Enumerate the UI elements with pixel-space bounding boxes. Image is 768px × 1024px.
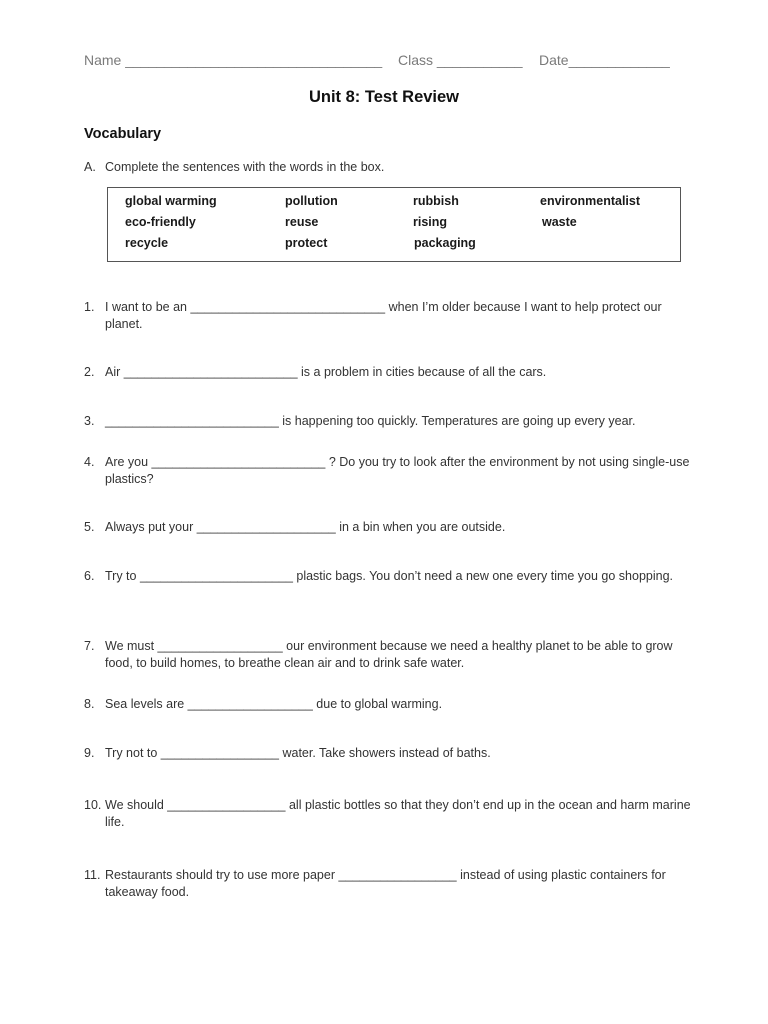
question-item	[84, 454, 694, 488]
word-bank-item: protect	[285, 236, 328, 250]
question-text[interactable]: _________________________ is happening too quickly. Temperatures are going up every year.	[105, 414, 636, 428]
question-number: 7.	[84, 639, 95, 653]
question-item	[84, 413, 694, 430]
question-item	[84, 696, 694, 713]
question-number: 2.	[84, 365, 95, 379]
question-item	[84, 638, 694, 672]
question-number: 4.	[84, 455, 95, 469]
question-number: 10.	[84, 798, 102, 812]
question-item	[84, 364, 694, 381]
page-title: Unit 8: Test Review	[308, 88, 460, 106]
question-text[interactable]: Sea levels are __________________ due to global warming.	[105, 697, 443, 711]
question-text[interactable]: Try not to _________________ water. Take showers instead of baths.	[105, 746, 491, 760]
question-item	[84, 299, 694, 333]
question-item	[84, 797, 694, 831]
word-bank-item: packaging	[414, 236, 476, 250]
question-text[interactable]: I want to be an ____________________________ when I’m older because I want to help protect our planet.	[105, 300, 662, 331]
question-text[interactable]: We must __________________ our environment because we need a healthy planet to be able to grow food, to build homes, to breathe clean air and to drink safe water.	[105, 639, 673, 670]
question-item	[84, 745, 694, 762]
question-text[interactable]: Restaurants should try to use more paper _________________ instead of using plastic containers for takeaway food.	[105, 868, 666, 899]
word-bank-item: recycle	[125, 236, 169, 250]
question-number: 5.	[84, 520, 95, 534]
question-number: 3.	[84, 414, 95, 428]
question-number: 8.	[84, 697, 95, 711]
word-bank-item: reuse	[285, 215, 319, 229]
question-number: 6.	[84, 569, 95, 583]
question-item	[84, 867, 694, 901]
date-field[interactable]: Date_____________	[539, 52, 670, 68]
word-bank-item: rubbish	[413, 194, 459, 208]
question-item	[84, 568, 694, 585]
question-number: 9.	[84, 746, 95, 760]
word-box	[107, 187, 681, 262]
question-text[interactable]: Always put your ____________________ in a bin when you are outside.	[105, 520, 506, 534]
question-text[interactable]: Try to ______________________ plastic bags. You don’t need a new one every time you go shopping.	[105, 569, 674, 583]
question-number: 1.	[84, 300, 95, 314]
question-item	[84, 519, 694, 536]
word-bank-item: rising	[413, 215, 448, 229]
word-bank-item: global warming	[125, 194, 217, 208]
word-bank-item: waste	[542, 215, 577, 229]
word-bank-item: pollution	[285, 194, 338, 208]
class-field[interactable]: Class ___________	[398, 52, 523, 68]
student-info-header	[84, 52, 684, 68]
name-field[interactable]: Name _________________________________	[84, 52, 383, 68]
question-number: 11.	[84, 868, 101, 882]
instruction	[84, 160, 384, 174]
question-text[interactable]: We should _________________ all plastic bottles so that they don’t end up in the ocean and harm marine life.	[105, 798, 691, 829]
question-text[interactable]: Are you _________________________ ? Do you try to look after the environment by not using single-use plastics?	[105, 455, 690, 486]
question-text[interactable]: Air _________________________ is a problem in cities because of all the cars.	[105, 365, 547, 379]
word-bank-item: environmentalist	[540, 194, 641, 208]
instruction-letter: A.	[84, 160, 96, 174]
word-bank-item: eco-friendly	[125, 215, 196, 229]
section-heading: Vocabulary	[84, 126, 162, 142]
instruction-text: Complete the sentences with the words in the box.	[105, 160, 385, 174]
